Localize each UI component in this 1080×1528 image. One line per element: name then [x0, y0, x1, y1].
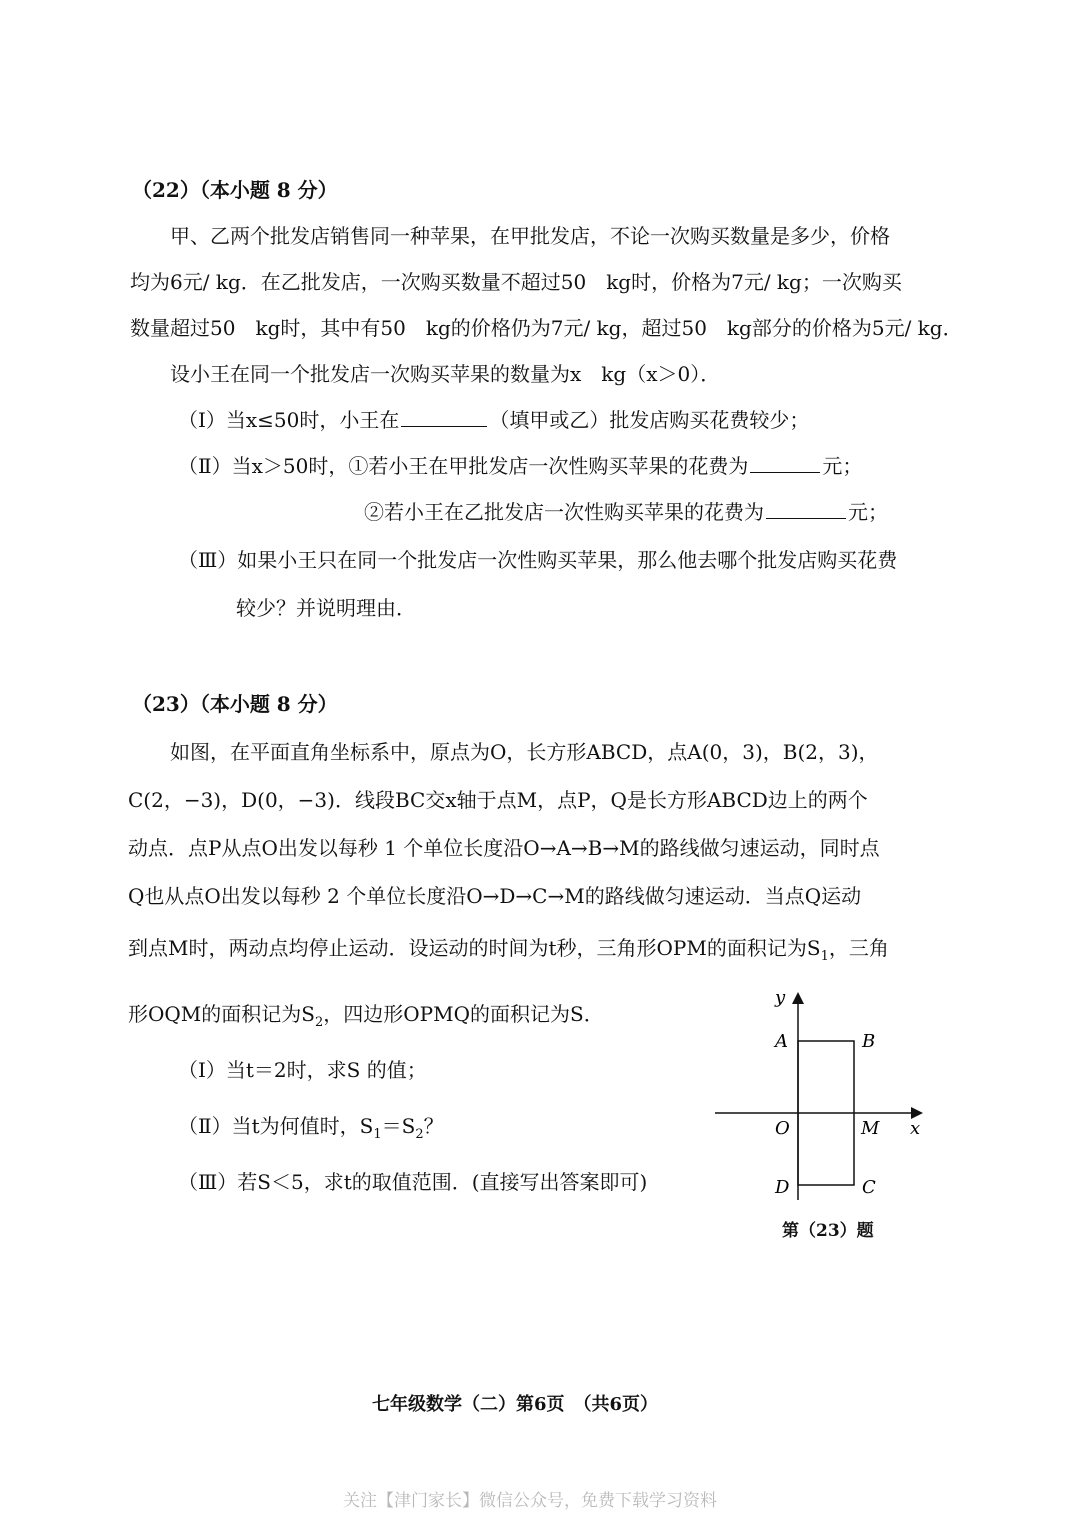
q22-paragraph-line-3: 数量超过50 kg时，其中有50 kg的价格仍为7元/ kg，超过50 kg部分的价格为5元/ kg． [130, 316, 963, 340]
q23-part-i: （Ⅰ）当t＝2时，求S 的值； [178, 1058, 427, 1082]
label-M: M [861, 1118, 880, 1139]
label-C: C [862, 1177, 876, 1198]
q22-part-i-blank [401, 406, 487, 427]
q23-p6-text: 形OQM的面积记为S [128, 1002, 315, 1026]
q23-part-ii-text: （Ⅱ）当t为何值时，S [178, 1114, 374, 1138]
q23-p6-subscript: 2 [314, 1015, 324, 1030]
q22-part-i-text-b: （填甲或乙）批发店购买花费较少； [489, 408, 810, 432]
q23-p6-tail: ，四边形OPMQ的面积记为S． [323, 1002, 604, 1026]
q23-paragraph-line-3: 动点．点P从点O出发以每秒 1 个单位长度沿O→A→B→M的路线做匀速运动，同时点 [128, 836, 880, 860]
q22-part-iii-line-2: 较少？并说明理由． [236, 596, 416, 620]
q22-paragraph-line-1: 甲、乙两个批发店销售同一种苹果，在甲批发店，不论一次购买数量是多少，价格 [170, 224, 890, 248]
coordinate-figure [715, 985, 930, 1205]
q22-part-ii-1-text-b: 元； [822, 454, 863, 478]
q23-part-ii-sub-1: 1 [373, 1127, 382, 1142]
q23-part-ii-mid: ＝S [381, 1114, 416, 1138]
page-footer: 七年级数学（二）第6页 （共6页） [372, 1394, 659, 1415]
q23-paragraph-line-2: C(2，−3)，D(0，−3)．线段BC交x轴于点M，点P，Q是长方形ABCD边上的两个 [128, 788, 868, 812]
label-x: x [910, 1118, 921, 1139]
q22-part-ii-2-text-a: ②若小王在乙批发店一次性购买苹果的花费为 [364, 500, 764, 524]
label-y: y [775, 987, 786, 1008]
label-B: B [862, 1031, 876, 1052]
q23-p5-text: 到点M时，两动点均停止运动．设运动的时间为t秒，三角形OPM的面积记为S [128, 936, 821, 960]
q23-part-ii [178, 1112, 444, 1149]
q22-part-ii-1-text-a: （Ⅱ）当x＞50时，①若小王在甲批发店一次性购买苹果的花费为 [178, 454, 749, 478]
q22-paragraph-line-2: 均为6元/ kg．在乙批发店，一次购买数量不超过50 kg时，价格为7元/ kg；一次购买 [130, 270, 902, 294]
q22-part-ii-2-text-b: 元； [848, 500, 888, 524]
q23-p5-subscript: 1 [820, 949, 829, 964]
q22-part-ii-2-blank [766, 498, 846, 519]
label-D: D [775, 1177, 790, 1198]
q22-part-iii-line-1: （Ⅲ）如果小王只在同一个批发店一次性购买苹果，那么他去哪个批发店购买花费 [178, 548, 898, 572]
q22-part-i-text-a: （Ⅰ）当x≤50时，小王在 [178, 408, 400, 432]
q23-part-ii-sub-2: 2 [415, 1127, 424, 1142]
q23-paragraph-line-4: Q也从点O出发以每秒 2 个单位长度沿O→D→C→M的路线做匀速运动．当点Q运动 [128, 884, 862, 908]
q23-paragraph-line-6 [128, 1000, 604, 1037]
q23-p5-tail: ，三角 [828, 936, 889, 960]
q22-header: （22）（本小题 8 分） [132, 178, 338, 202]
q23-paragraph-line-5 [128, 934, 889, 971]
watermark-text: 关注【津门家长】微信公众号，免费下载学习资料 [343, 1491, 717, 1511]
q23-header: （23）（本小题 8 分） [132, 692, 338, 716]
q23-part-iii: （Ⅲ）若S＜5，求t的取值范围．(直接写出答案即可) [178, 1170, 648, 1194]
q22-part-ii-2 [364, 498, 888, 526]
q22-part-ii-1 [178, 452, 862, 480]
q23-part-ii-tail: ？ [423, 1114, 444, 1138]
q22-part-ii-1-blank [750, 452, 820, 473]
label-O: O [775, 1118, 790, 1139]
q22-paragraph-line-4: 设小王在同一个批发店一次购买苹果的数量为x kg（x＞0）． [170, 362, 721, 386]
q23-paragraph-line-1: 如图，在平面直角坐标系中，原点为O，长方形ABCD，点A(0，3)，B(2，3)， [170, 740, 879, 764]
q22-part-i [178, 406, 809, 434]
label-A: A [775, 1031, 788, 1052]
figure-caption: 第（23）题 [782, 1221, 874, 1241]
